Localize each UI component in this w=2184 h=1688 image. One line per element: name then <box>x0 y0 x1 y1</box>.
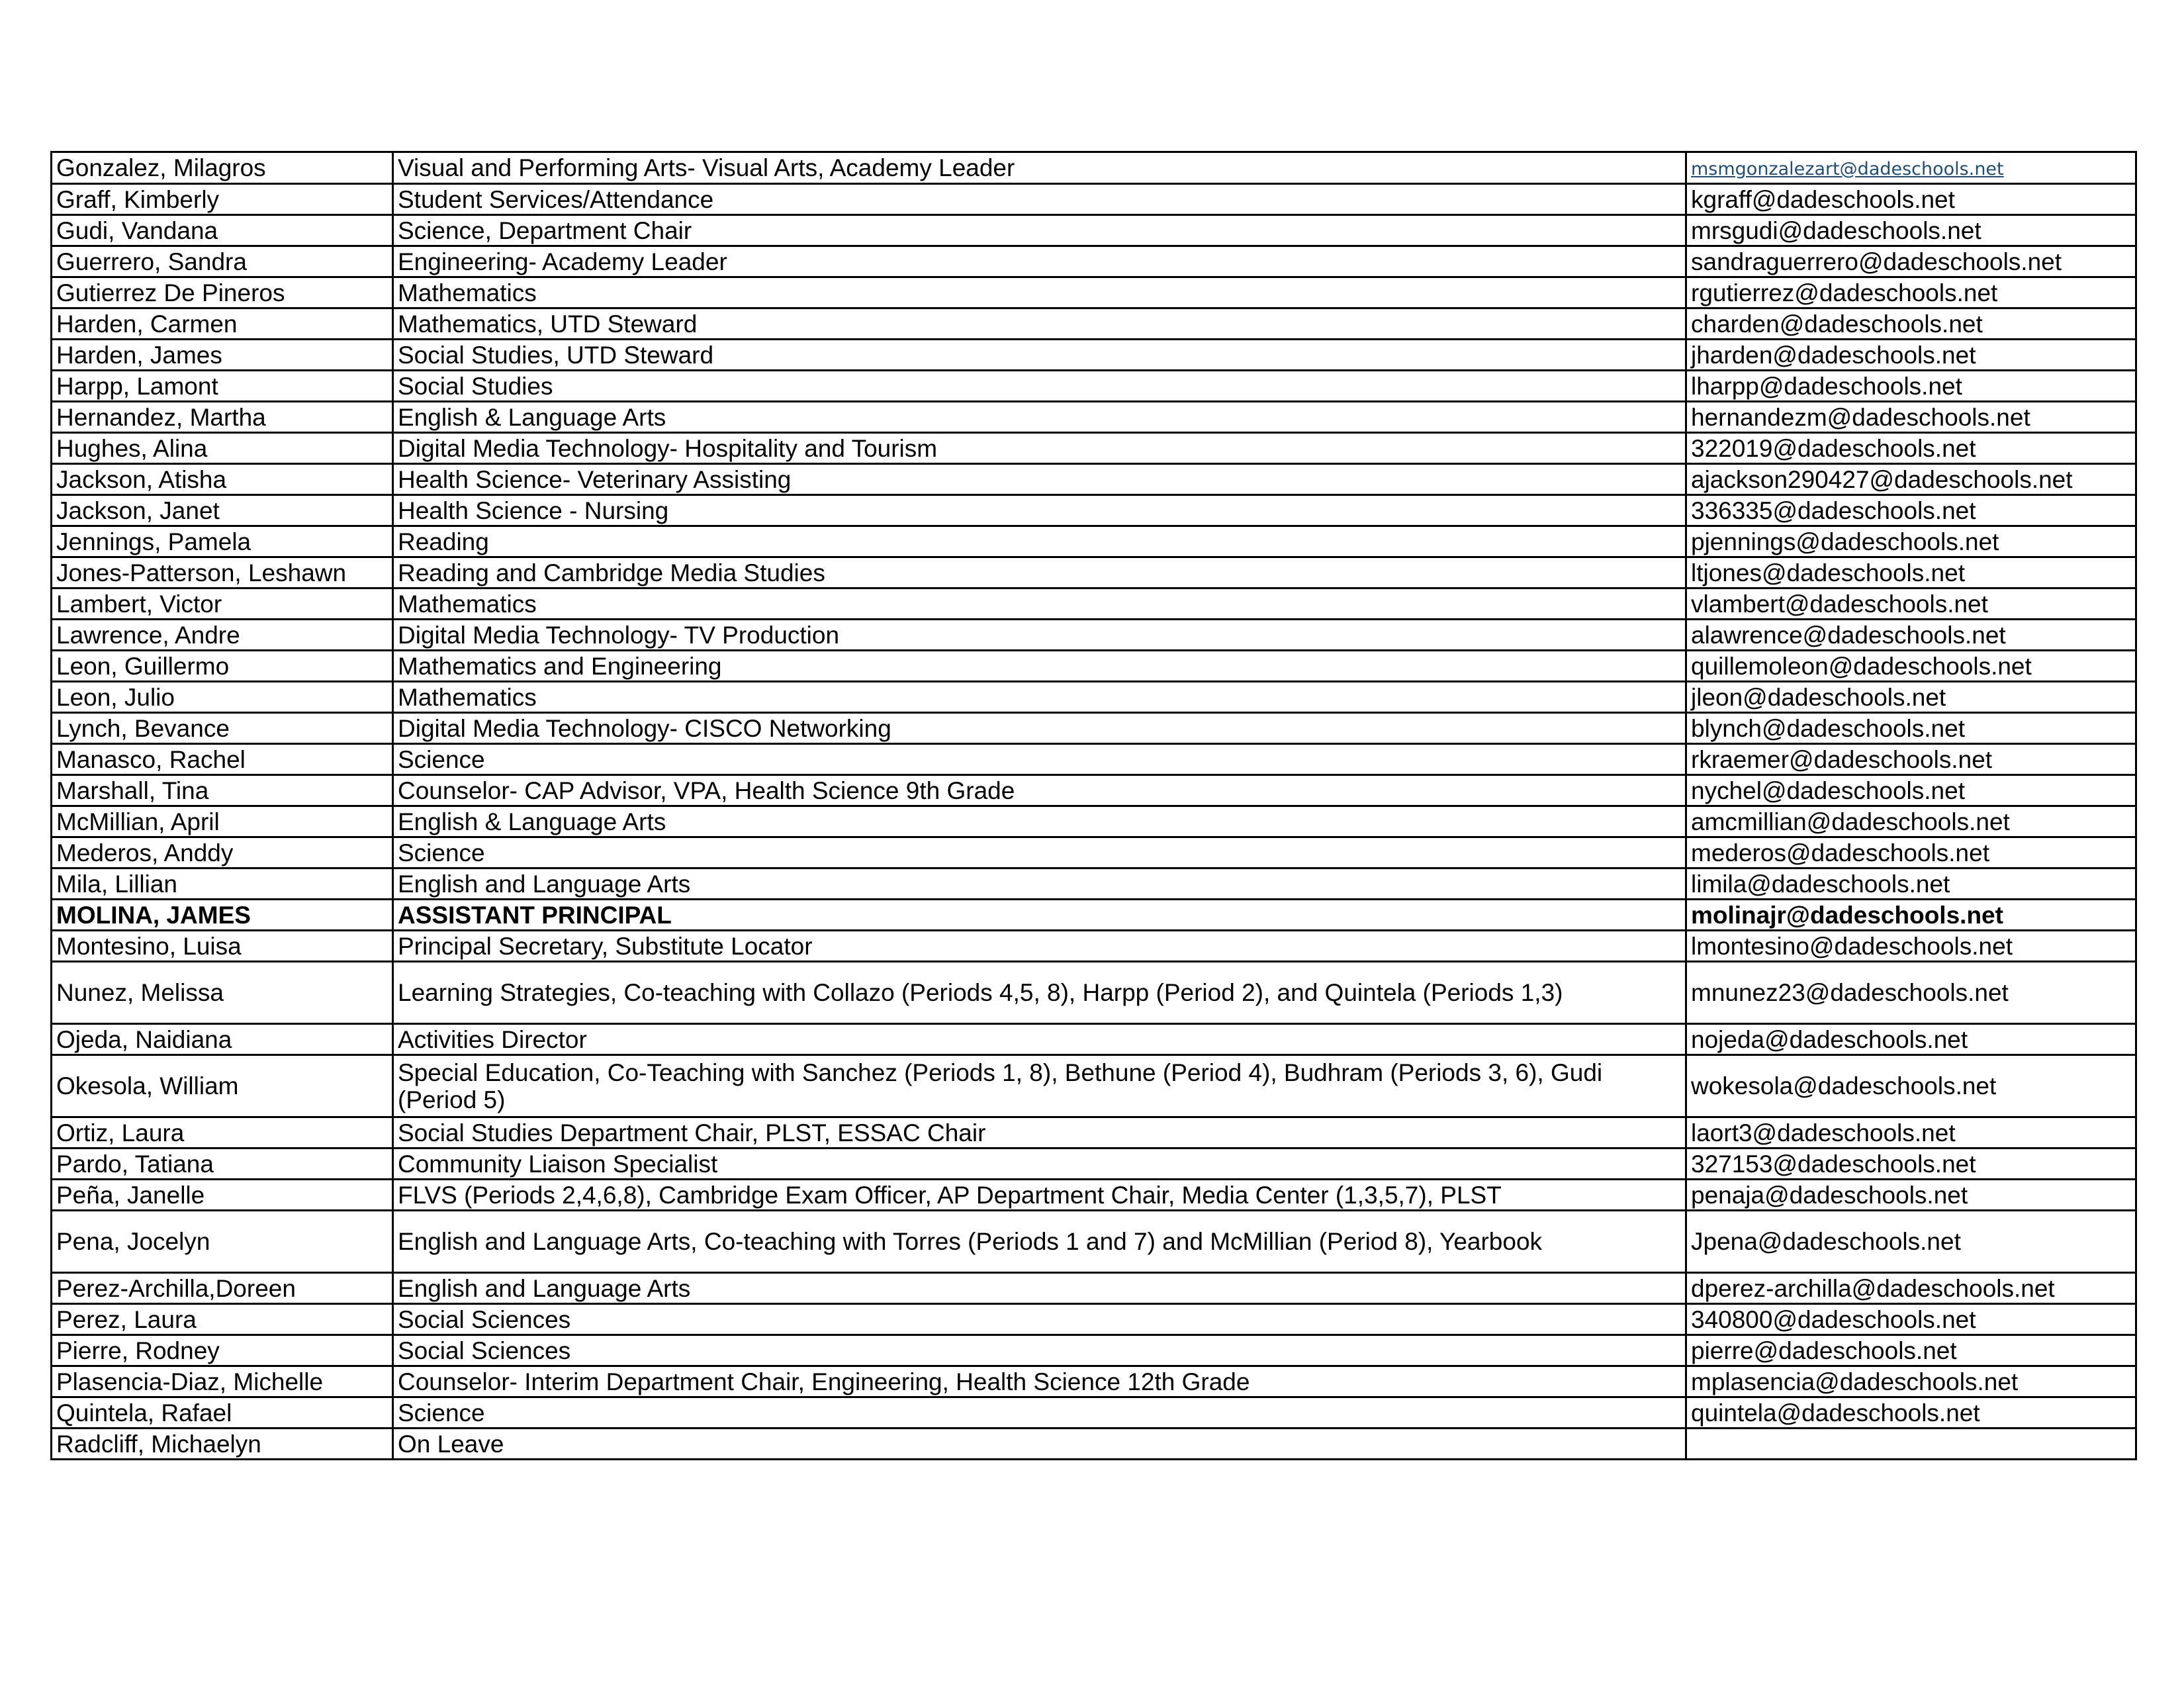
staff-assignment-cell: Science <box>393 744 1686 775</box>
staff-email-cell: rkraemer@dadeschools.net <box>1686 744 2136 775</box>
staff-email-cell: ltjones@dadeschools.net <box>1686 557 2136 588</box>
staff-assignment-cell: Reading <box>393 526 1686 557</box>
staff-directory-table <box>50 151 2137 1460</box>
table-row <box>52 588 2136 620</box>
staff-name-cell: Pardo, Tatiana <box>52 1149 393 1180</box>
table-row <box>52 1149 2136 1180</box>
staff-email-cell: amcmillian@dadeschools.net <box>1686 806 2136 837</box>
staff-name-cell: Gonzalez, Milagros <box>52 152 393 184</box>
staff-assignment-cell: Digital Media Technology- Hospitality and Tourism <box>393 433 1686 464</box>
staff-email-cell: mplasencia@dadeschools.net <box>1686 1366 2136 1397</box>
staff-email-cell: kgraff@dadeschools.net <box>1686 184 2136 215</box>
staff-name-cell: Lambert, Victor <box>52 588 393 620</box>
staff-name-cell: Harden, Carmen <box>52 308 393 340</box>
staff-assignment-cell: Science <box>393 1397 1686 1429</box>
staff-email-cell: lharpp@dadeschools.net <box>1686 371 2136 402</box>
table-row <box>52 1335 2136 1366</box>
email-link[interactable]: msmgonzalezart@dadeschools.net <box>1691 159 2004 179</box>
staff-assignment-cell: Counselor- CAP Advisor, VPA, Health Science 9th Grade <box>393 775 1686 806</box>
staff-email-cell: sandraguerrero@dadeschools.net <box>1686 246 2136 277</box>
table-row <box>52 962 2136 1024</box>
table-row <box>52 1117 2136 1149</box>
staff-assignment-cell: FLVS (Periods 2,4,6,8), Cambridge Exam Officer, AP Department Chair, Media Center (1,3,5,7), PLST <box>393 1180 1686 1211</box>
staff-email-cell: quillemoleon@dadeschools.net <box>1686 651 2136 682</box>
table-row <box>52 340 2136 371</box>
staff-assignment-cell: Social Sciences <box>393 1335 1686 1366</box>
table-row <box>52 1397 2136 1429</box>
staff-name-cell: Hughes, Alina <box>52 433 393 464</box>
staff-email-cell: nojeda@dadeschools.net <box>1686 1024 2136 1055</box>
table-row <box>52 184 2136 215</box>
staff-name-cell: Jennings, Pamela <box>52 526 393 557</box>
staff-name-cell: Perez-Archilla,Doreen <box>52 1273 393 1304</box>
staff-email-cell: lmontesino@dadeschools.net <box>1686 931 2136 962</box>
staff-name-cell: Jackson, Janet <box>52 495 393 526</box>
staff-email-cell: nychel@dadeschools.net <box>1686 775 2136 806</box>
table-row <box>52 526 2136 557</box>
staff-assignment-cell: Health Science- Veterinary Assisting <box>393 464 1686 495</box>
staff-assignment-cell: Social Studies <box>393 371 1686 402</box>
table-row <box>52 1273 2136 1304</box>
staff-name-cell: Lawrence, Andre <box>52 620 393 651</box>
table-row <box>52 713 2136 744</box>
table-row <box>52 806 2136 837</box>
staff-assignment-cell: Principal Secretary, Substitute Locator <box>393 931 1686 962</box>
staff-email-cell <box>1686 152 2136 184</box>
staff-name-cell: Plasencia-Diaz, Michelle <box>52 1366 393 1397</box>
staff-assignment-cell: Digital Media Technology- TV Production <box>393 620 1686 651</box>
staff-assignment-cell: Engineering- Academy Leader <box>393 246 1686 277</box>
table-row <box>52 402 2136 433</box>
staff-assignment-cell: Social Studies, UTD Steward <box>393 340 1686 371</box>
staff-email-cell: 322019@dadeschools.net <box>1686 433 2136 464</box>
staff-assignment-cell: Reading and Cambridge Media Studies <box>393 557 1686 588</box>
table-row <box>52 1366 2136 1397</box>
table-row <box>52 651 2136 682</box>
staff-assignment-cell: English & Language Arts <box>393 402 1686 433</box>
table-row <box>52 931 2136 962</box>
staff-assignment-cell: Social Sciences <box>393 1304 1686 1335</box>
table-row <box>52 308 2136 340</box>
staff-assignment-cell: Counselor- Interim Department Chair, Engineering, Health Science 12th Grade <box>393 1366 1686 1397</box>
staff-email-cell: 327153@dadeschools.net <box>1686 1149 2136 1180</box>
staff-name-cell: Montesino, Luisa <box>52 931 393 962</box>
table-row <box>52 1180 2136 1211</box>
staff-name-cell: Hernandez, Martha <box>52 402 393 433</box>
staff-assignment-cell: Learning Strategies, Co-teaching with Collazo (Periods 4,5, 8), Harpp (Period 2), and Quintela (Periods 1,3) <box>393 962 1686 1024</box>
staff-assignment-cell: Student Services/Attendance <box>393 184 1686 215</box>
staff-email-cell: vlambert@dadeschools.net <box>1686 588 2136 620</box>
staff-name-cell: Quintela, Rafael <box>52 1397 393 1429</box>
table-row <box>52 152 2136 184</box>
staff-email-cell: rgutierrez@dadeschools.net <box>1686 277 2136 308</box>
staff-assignment-cell: English and Language Arts <box>393 1273 1686 1304</box>
staff-assignment-cell: Mathematics <box>393 588 1686 620</box>
staff-email-cell: jleon@dadeschools.net <box>1686 682 2136 713</box>
table-row <box>52 837 2136 868</box>
table-row <box>52 775 2136 806</box>
staff-name-cell: MOLINA, JAMES <box>52 900 393 931</box>
table-row <box>52 1429 2136 1460</box>
staff-assignment-cell: Health Science - Nursing <box>393 495 1686 526</box>
staff-name-cell: Manasco, Rachel <box>52 744 393 775</box>
table-row <box>52 900 2136 931</box>
table-row <box>52 246 2136 277</box>
staff-name-cell: Leon, Guillermo <box>52 651 393 682</box>
staff-email-cell: 336335@dadeschools.net <box>1686 495 2136 526</box>
staff-email-cell: pjennings@dadeschools.net <box>1686 526 2136 557</box>
table-row <box>52 682 2136 713</box>
staff-assignment-cell: ASSISTANT PRINCIPAL <box>393 900 1686 931</box>
staff-name-cell: Perez, Laura <box>52 1304 393 1335</box>
table-row <box>52 1055 2136 1117</box>
staff-name-cell: Graff, Kimberly <box>52 184 393 215</box>
table-row <box>52 868 2136 900</box>
staff-name-cell: Lynch, Bevance <box>52 713 393 744</box>
table-row <box>52 215 2136 246</box>
table-row <box>52 1211 2136 1273</box>
staff-email-cell: blynch@dadeschools.net <box>1686 713 2136 744</box>
staff-name-cell: Jones-Patterson, Leshawn <box>52 557 393 588</box>
staff-assignment-cell: Visual and Performing Arts- Visual Arts, Academy Leader <box>393 152 1686 184</box>
staff-name-cell: Radcliff, Michaelyn <box>52 1429 393 1460</box>
staff-assignment-cell: Mathematics <box>393 682 1686 713</box>
staff-email-cell: jharden@dadeschools.net <box>1686 340 2136 371</box>
staff-email-cell: mrsgudi@dadeschools.net <box>1686 215 2136 246</box>
staff-email-cell: hernandezm@dadeschools.net <box>1686 402 2136 433</box>
table-row <box>52 495 2136 526</box>
staff-name-cell: Harpp, Lamont <box>52 371 393 402</box>
staff-name-cell: Harden, James <box>52 340 393 371</box>
staff-assignment-cell: Science <box>393 837 1686 868</box>
staff-name-cell: Mila, Lillian <box>52 868 393 900</box>
staff-email-cell: penaja@dadeschools.net <box>1686 1180 2136 1211</box>
staff-email-cell <box>1686 1429 2136 1460</box>
staff-email-cell: laort3@dadeschools.net <box>1686 1117 2136 1149</box>
staff-email-cell: charden@dadeschools.net <box>1686 308 2136 340</box>
staff-name-cell: Okesola, William <box>52 1055 393 1117</box>
staff-assignment-cell: Community Liaison Specialist <box>393 1149 1686 1180</box>
staff-assignment-cell: Social Studies Department Chair, PLST, ESSAC Chair <box>393 1117 1686 1149</box>
staff-assignment-cell: English & Language Arts <box>393 806 1686 837</box>
staff-email-cell: wokesola@dadeschools.net <box>1686 1055 2136 1117</box>
staff-email-cell: limila@dadeschools.net <box>1686 868 2136 900</box>
staff-assignment-cell: On Leave <box>393 1429 1686 1460</box>
staff-assignment-cell: Mathematics, UTD Steward <box>393 308 1686 340</box>
staff-name-cell: Gudi, Vandana <box>52 215 393 246</box>
table-row <box>52 744 2136 775</box>
staff-name-cell: Gutierrez De Pineros <box>52 277 393 308</box>
staff-name-cell: Pierre, Rodney <box>52 1335 393 1366</box>
table-row <box>52 557 2136 588</box>
staff-name-cell: Nunez, Melissa <box>52 962 393 1024</box>
table-row <box>52 277 2136 308</box>
staff-name-cell: McMillian, April <box>52 806 393 837</box>
staff-name-cell: Guerrero, Sandra <box>52 246 393 277</box>
staff-email-cell: 340800@dadeschools.net <box>1686 1304 2136 1335</box>
staff-name-cell: Peña, Janelle <box>52 1180 393 1211</box>
staff-name-cell: Ortiz, Laura <box>52 1117 393 1149</box>
staff-assignment-cell: English and Language Arts <box>393 868 1686 900</box>
staff-email-cell: pierre@dadeschools.net <box>1686 1335 2136 1366</box>
staff-email-cell: mnunez23@dadeschools.net <box>1686 962 2136 1024</box>
staff-email-cell: ajackson290427@dadeschools.net <box>1686 464 2136 495</box>
staff-table-body <box>52 152 2136 1460</box>
staff-email-cell: Jpena@dadeschools.net <box>1686 1211 2136 1273</box>
staff-email-cell: mederos@dadeschools.net <box>1686 837 2136 868</box>
staff-assignment-cell: English and Language Arts, Co-teaching with Torres (Periods 1 and 7) and McMillian (Period 8), Yearbook <box>393 1211 1686 1273</box>
staff-assignment-cell: Activities Director <box>393 1024 1686 1055</box>
staff-name-cell: Pena, Jocelyn <box>52 1211 393 1273</box>
staff-email-cell: quintela@dadeschools.net <box>1686 1397 2136 1429</box>
table-row <box>52 464 2136 495</box>
table-row <box>52 371 2136 402</box>
staff-name-cell: Leon, Julio <box>52 682 393 713</box>
staff-name-cell: Jackson, Atisha <box>52 464 393 495</box>
staff-name-cell: Ojeda, Naidiana <box>52 1024 393 1055</box>
staff-name-cell: Marshall, Tina <box>52 775 393 806</box>
staff-email-cell: alawrence@dadeschools.net <box>1686 620 2136 651</box>
staff-assignment-cell: Mathematics <box>393 277 1686 308</box>
table-row <box>52 1304 2136 1335</box>
staff-assignment-cell: Digital Media Technology- CISCO Networking <box>393 713 1686 744</box>
staff-email-cell: dperez-archilla@dadeschools.net <box>1686 1273 2136 1304</box>
staff-email-cell: molinajr@dadeschools.net <box>1686 900 2136 931</box>
staff-assignment-cell: Special Education, Co-Teaching with Sanchez (Periods 1, 8), Bethune (Period 4), Budhram (Periods 3, 6), Gudi (Period 5) <box>393 1055 1686 1117</box>
table-row <box>52 433 2136 464</box>
staff-assignment-cell: Mathematics and Engineering <box>393 651 1686 682</box>
staff-name-cell: Mederos, Anddy <box>52 837 393 868</box>
table-row <box>52 1024 2136 1055</box>
table-row <box>52 620 2136 651</box>
staff-assignment-cell: Science, Department Chair <box>393 215 1686 246</box>
